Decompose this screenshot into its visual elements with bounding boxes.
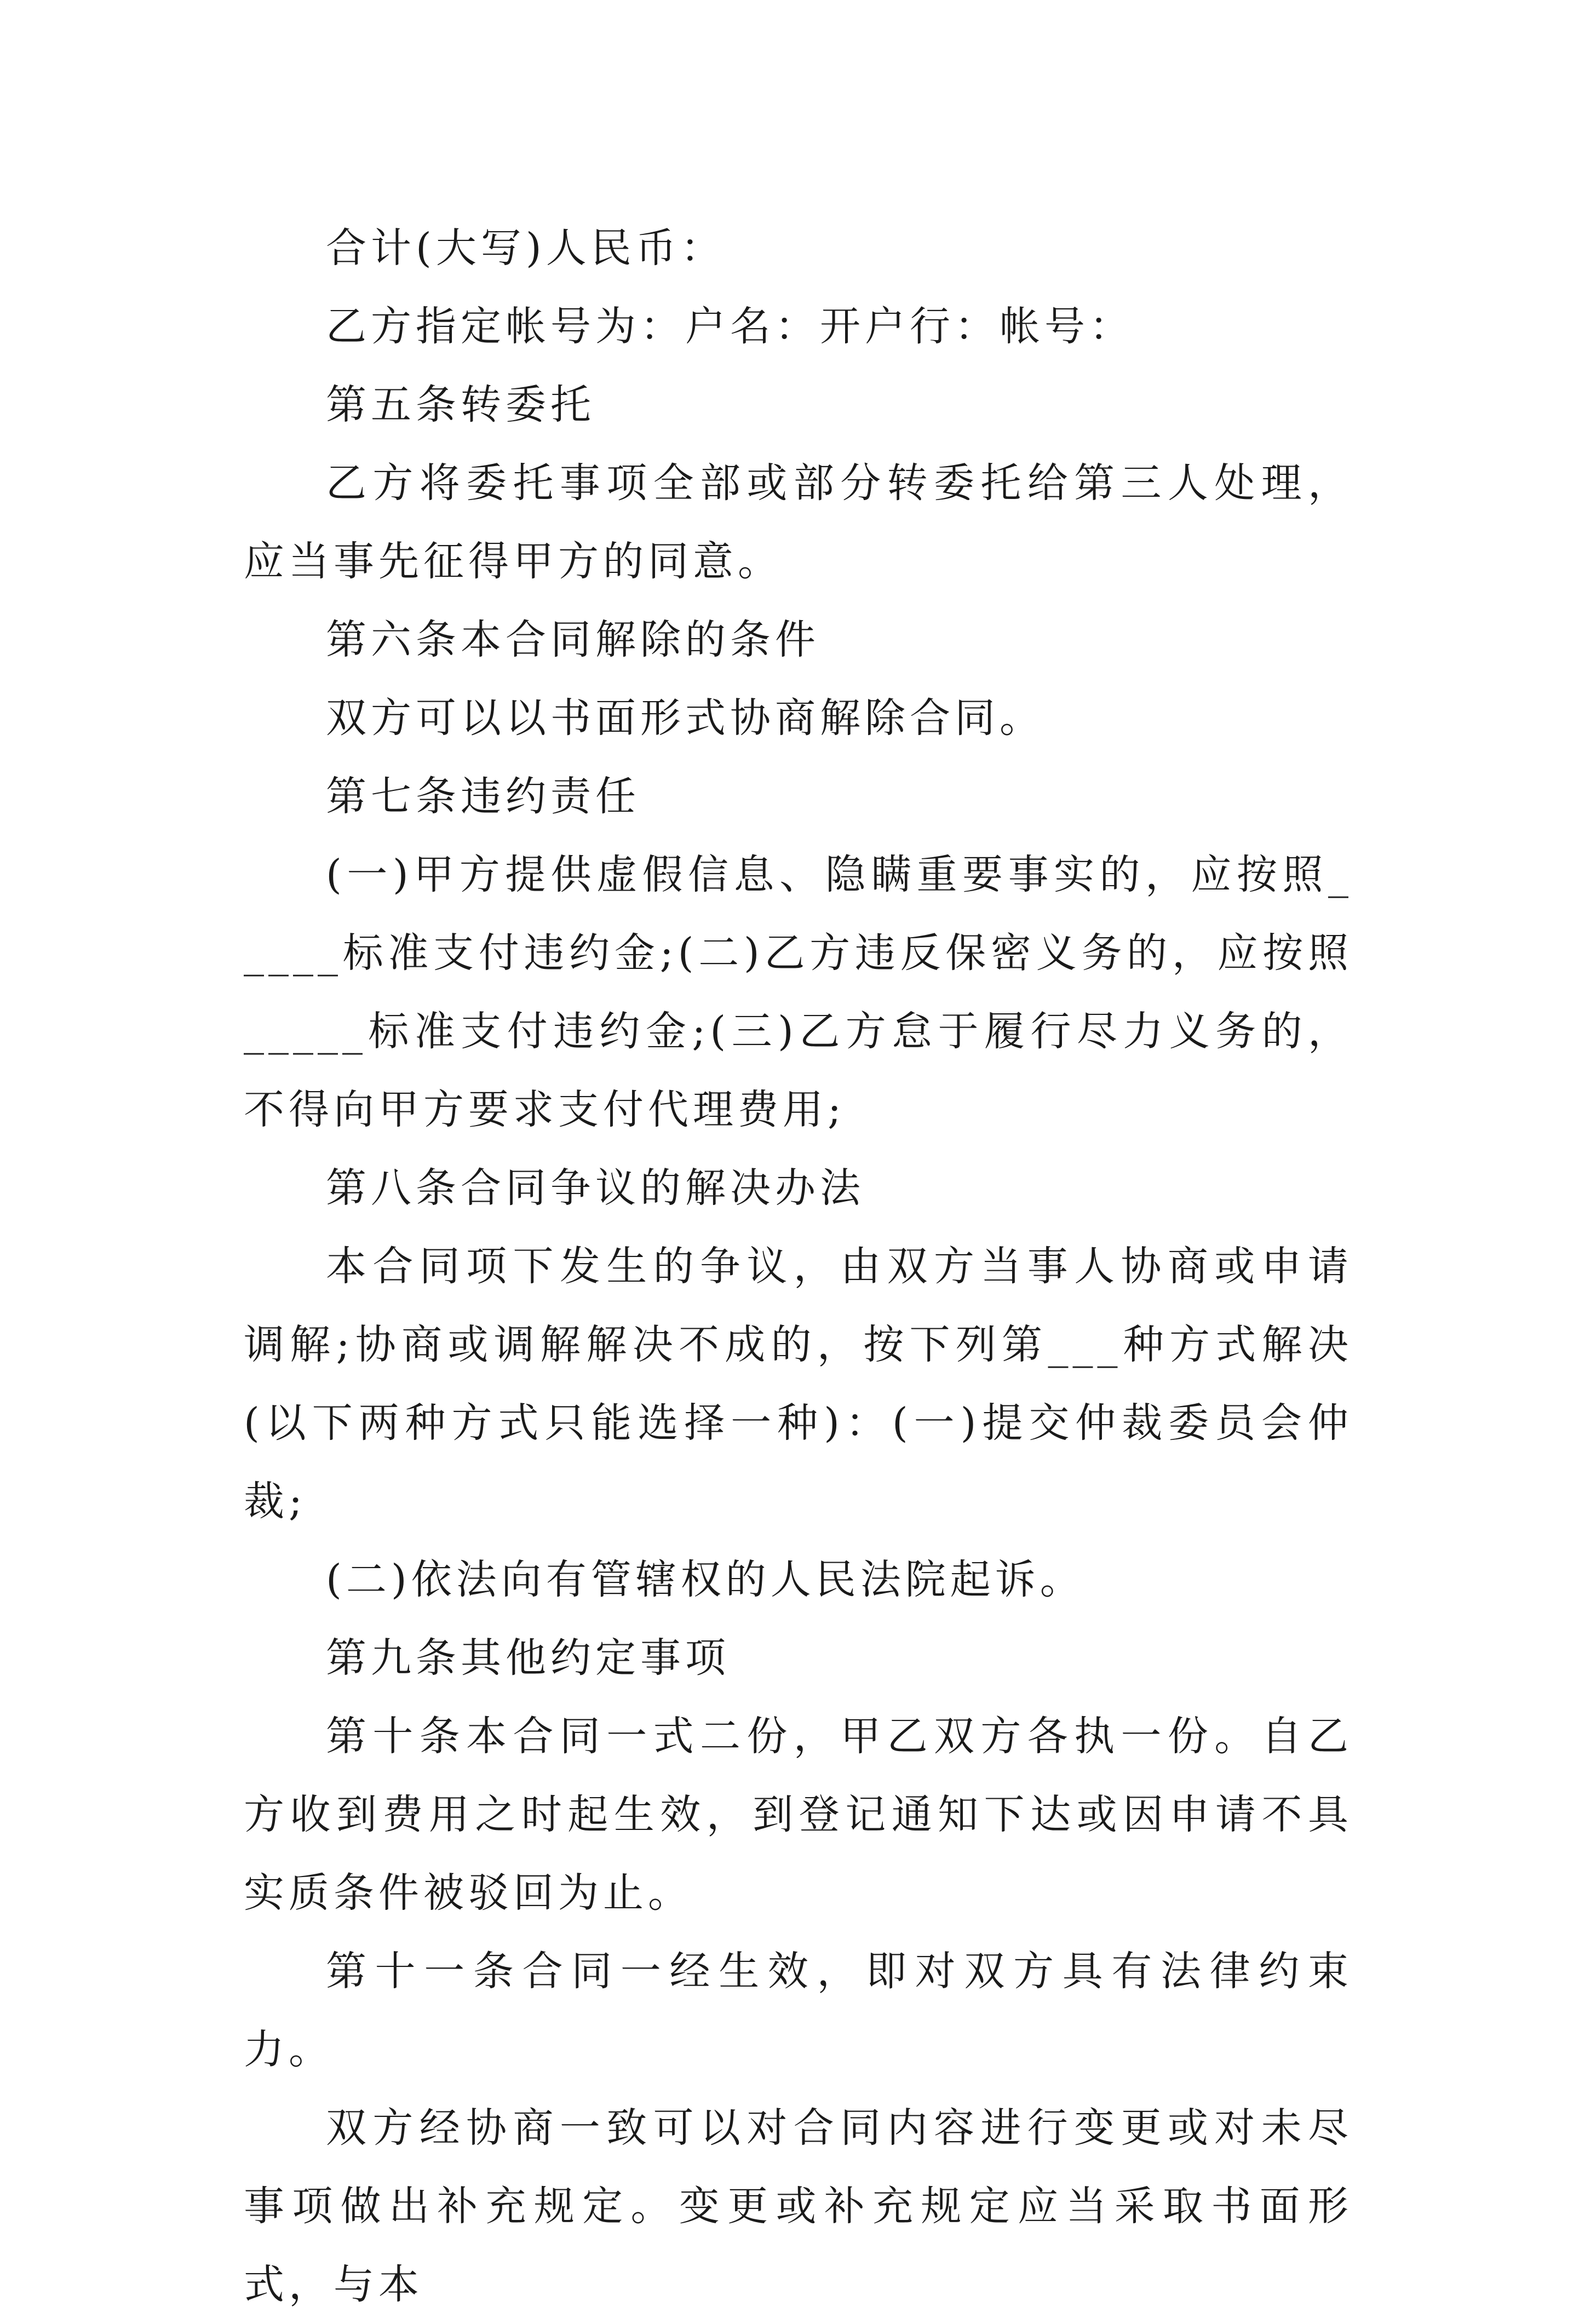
heading-article-9: 第九条其他约定事项 (326, 1634, 730, 1682)
heading-article-8: 第八条合同争议的解决办法 (326, 1164, 865, 1212)
heading-article-7: 第七条违约责任 (326, 773, 640, 820)
paragraph-amendment: 双方经协商一致可以对合同内容进行变更或对未尽事项做出补充规定。变更或补充规定应当采取书面形式，与本 (244, 2104, 1353, 2308)
paragraph-article-11: 第十一条合同一经生效，即对双方具有法律约束力。 (244, 1948, 1353, 2073)
paragraph-total-amount: 合计(大写)人民币： (326, 225, 726, 272)
paragraph-account-info: 乙方指定帐号为：户名：开户行：帐号： (326, 303, 1134, 350)
document-body (244, 209, 1353, 2324)
heading-article-5: 第五条转委托 (326, 381, 595, 428)
heading-article-6: 第六条本合同解除的条件 (326, 616, 820, 663)
paragraph-litigation: (二)依法向有管辖权的人民法院起诉。 (326, 1556, 1085, 1603)
paragraph-subdelegation: 乙方将委托事项全部或部分转委托给第三人处理，应当事先征得甲方的同意。 (244, 460, 1353, 585)
paragraph-termination: 双方可以以书面形式协商解除合同。 (326, 695, 1044, 742)
paragraph-article-10: 第十条本合同一式二份，甲乙双方各执一份。自乙方收到费用之时起生效，到登记通知下达或因申请不具实质条件被驳回为止。 (244, 1713, 1353, 1916)
paragraph-dispute-resolution: 本合同项下发生的争议，由双方当事人协商或申请调解;协商或调解解决不成的，按下列第___种方式解决(以下两种方式只能选择一种)：(一)提交仲裁委员会仲裁; (244, 1243, 1353, 1525)
paragraph-breach-liability: (一)甲方提供虚假信息、隐瞒重要事实的，应按照_____标准支付违约金;(二)乙方违反保密义务的，应按照_____标准支付违约金;(三)乙方怠于履行尽力义务的，不得向甲方要求支付代理费用; (244, 851, 1353, 1133)
